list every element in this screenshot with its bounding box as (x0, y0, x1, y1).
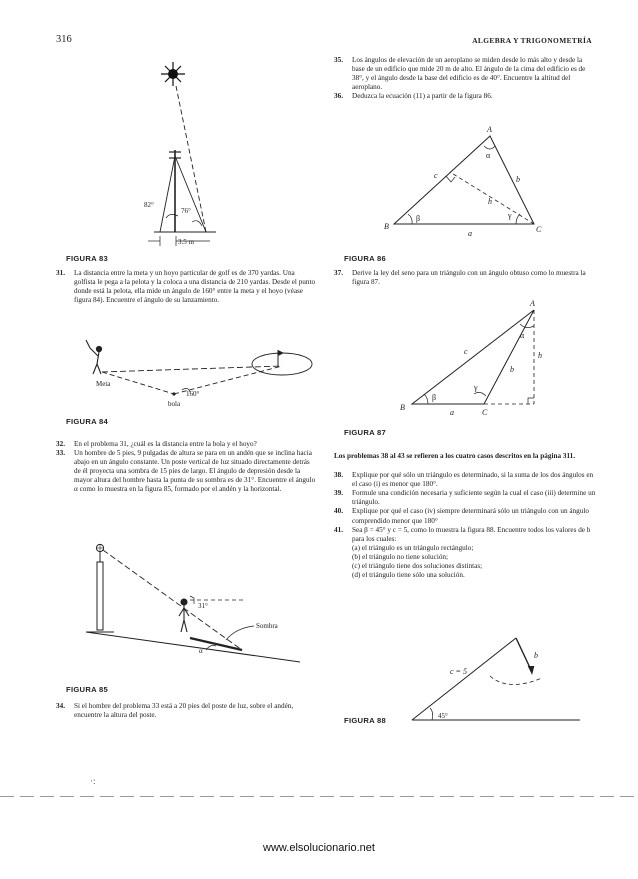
h-label: h (538, 351, 542, 360)
problem-41-part-c: (c) el triángulo tiene dos soluciones distintas; (352, 562, 483, 571)
meta-label: Meta (96, 380, 111, 388)
side-b-label: b (534, 651, 538, 660)
side-a-label: a (450, 408, 454, 417)
side-c-label: c (464, 347, 468, 356)
angle-45-label: 45° (438, 712, 448, 720)
running-head (472, 36, 592, 45)
vertex-A-label: A (487, 125, 492, 134)
figure-87-caption: FIGURA 87 (344, 428, 387, 437)
problem-31-block (56, 269, 318, 305)
section-intro: Los problemas 38 al 43 se refieren a los cuatro casos descritos en la página 311. (334, 452, 576, 460)
page-number: 316 (56, 34, 72, 45)
figure-85-caption: FIGURA 85 (66, 685, 109, 694)
vertex-B-label: B (400, 403, 405, 412)
figure-88-caption: FIGURA 88 (344, 716, 387, 725)
figure-87-diagram (394, 298, 564, 420)
bola-label: bola (168, 400, 181, 408)
figure-84-diagram (82, 338, 302, 410)
problem-37: 37. Derive la ley del seno para un triángulo con un ángulo obtuso como lo muestra la figura 87. (334, 269, 586, 287)
problem-32: 32. En el problema 31, ¿cuál es la distancia entre la bola y el hoyo? (56, 440, 257, 448)
angle-160-label: 160° (186, 390, 200, 398)
figure-83-caption: FIGURA 83 (66, 254, 109, 263)
problem-35: 35. Los ángulos de elevación de un aeroplano se miden desde lo más alto y desde la base de un edificio que mide 20 m de alto. El ángulo de la cima del edificio es de 38°, y el ángulo desde la base del edificio es de 40°. Encuentre la altitud del aeroplano. (334, 56, 586, 92)
section-38-43-block (334, 452, 596, 580)
sombra-label: Sombra (256, 622, 278, 630)
problem-41-part-b: (b) el triángulo no tiene solución; (352, 552, 449, 561)
alpha-label: α (199, 647, 203, 655)
figure-83-diagram (140, 60, 250, 250)
beta-label: β (416, 214, 421, 223)
green-ellipse (252, 353, 312, 375)
c-equals-5-label: c = 5 (450, 667, 467, 676)
figure-84-caption: FIGURA 84 (66, 417, 109, 426)
footer-url[interactable]: www.elsolucionario.net (263, 842, 375, 854)
distance-3-5m-label: 3.5 m (178, 238, 194, 246)
vertex-A-label: A (530, 299, 535, 308)
problem-41-part-d: (d) el triángulo tiene sólo una solución. (352, 571, 465, 580)
figure-85-diagram (86, 540, 306, 662)
problem-34-block (56, 702, 318, 720)
beta-label: β (432, 393, 437, 402)
h-label: h (488, 197, 492, 206)
problem-39: 39. Formule una condición necesaria y suficiente según la cual el caso (iii) determine un triángulo. (334, 489, 596, 507)
problem-33: 33. Un hombre de 5 pies, 9 pulgadas de altura se para en un andén que se inclina hacia abajo en un ángulo constante. Un poste vertical de luz situado directamente detrás de él proyecta una sombra de 15 pies de largo. El ángulo de depresión desde la mayor altura del hombre hasta la punta de su sombra es de 31°. Encuentre el ángulo α como lo muestra en la figura 85, formado por el andén y la horizontal. (56, 449, 316, 494)
man-icon (179, 599, 189, 632)
problem-31: 31. La distancia entre la meta y un hoyo particular de golf es de 370 yardas. Una golfista le pega a la pelota y la coloca a una distancia de 210 yardas. Desde el punto donde está la pelota, ella mide un ángulo de 160° entre la meta y el hoyo (véase figura 84). Encuentre el ángulo de su lanzamiento. (56, 269, 316, 305)
side-b-label: b (516, 175, 520, 184)
vertex-C-label: C (536, 225, 542, 234)
problems-32-33-block (56, 440, 318, 495)
problem-36: 36. Deduzca la ecuación (11) a partir de la figura 86. (334, 92, 493, 101)
angle-31-label: 31° (198, 602, 208, 610)
problem-37-block (334, 269, 596, 287)
golfer-icon (86, 340, 102, 374)
gamma-label: γ (508, 211, 512, 220)
angle-76-label: 76° (181, 207, 191, 215)
problem-41-part-a: (a) el triángulo es un triángulo rectángulo; (352, 543, 474, 552)
lamp-post-icon (96, 544, 104, 630)
alpha-label: α (486, 151, 491, 160)
figure-88-diagram (400, 622, 580, 732)
problem-34: 34. Si el hombre del problema 33 está a 20 pies del poste de luz, sobre el andén, encuentre la altura del poste. (56, 702, 294, 720)
vertex-B-label: B (384, 222, 389, 231)
problem-40: 40. Explique por qué el caso (iv) siempre determinará sólo un triángulo con un ángulo comprendido menor que 180° (334, 507, 589, 525)
stray-mark: ·: (90, 776, 96, 786)
figure-86-diagram (384, 122, 544, 244)
problem-41-text: Sea β = 45° y c = 5, como lo muestra la figura 88. Encuentre todos los valores de b para los cuales: (352, 525, 591, 543)
figure-86-caption: FIGURA 86 (344, 254, 387, 263)
problem-38: 38. Explique por qué sólo un triángulo es determinado, si la suma de los dos ángulos en el caso (i) es menor que 180°. (334, 471, 594, 489)
vertex-C-label: C (482, 408, 488, 417)
problem-41: 41. Sea β = 45° y c = 5, como lo muestra la figura 88. Encuentre todos los valores de b para los cuales: (a) el triángulo es un triángulo rectángulo; (b) el triángulo no tiene solución; (c) el triángulo tiene dos soluciones distintas; (d) el triángulo tiene sólo una solución. (334, 526, 596, 581)
gamma-label: γ (474, 383, 478, 392)
side-c-label: c (434, 171, 438, 180)
alpha-label: α (520, 331, 525, 340)
running-head-text: ALGEBRA Y TRIGONOMETRÍA (472, 36, 592, 45)
side-a-label: a (468, 229, 472, 238)
bottom-rule (0, 796, 638, 797)
side-b-label: b (510, 365, 514, 374)
problems-35-36-block (334, 56, 596, 101)
sun-icon (161, 62, 185, 86)
angle-82-label: 82° (144, 201, 154, 209)
